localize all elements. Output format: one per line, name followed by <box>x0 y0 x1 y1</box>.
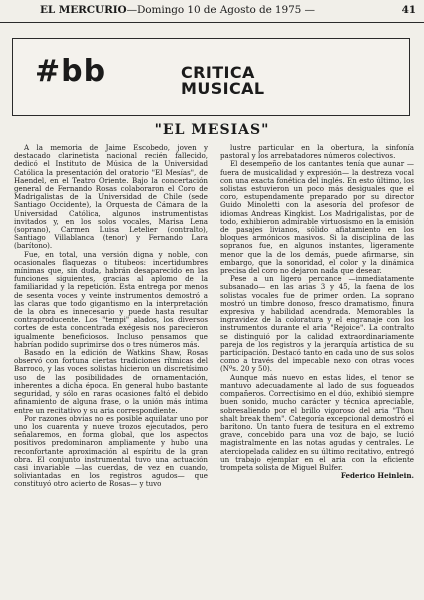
article-column-left <box>14 144 208 600</box>
section-title-line2: MUSICAL <box>181 79 265 98</box>
paragraph: Pese a un ligero percance —inmediatamente subsanado— en las arias 3 y 45, la faena de los solistas vocales fue de primer orden. La soprano mostró un timbre donoso, fresco dramatismo, finura expresiva y habilidad acendrada. Memorables la ingravidez de la coloratura y el engranaje con los instrumentos durante el aria "Rejoice". La contralto se distinguió por la calidad extraordinariamente pareja de los registros y la jerarquía artística de su participación. Destacó tanto en cada uno de sus solos como a través del impecable nexo con otras voces (Nºs. 20 y 50). <box>220 274 414 374</box>
masthead-line <box>40 4 416 16</box>
paragraph: Por razones obvias no es posible aquilatar uno por uno los cuarenta y nueve trozos ejecutados, pero señalaremos, en forma global, que los aspectos positivos predominaron ampliamente y hubo una reconfortante aproximación al espíritu de la gran obra. El conjunto instrumental tuvo una actuación casi invariable —las cuerdas, de vez en cuando, soliviantadas en los registros agudos— que constituyó otro acierto de Rosas— y tuvo <box>14 413 208 489</box>
masthead <box>0 0 424 23</box>
paragraph: Fue, en total, una versión digna y noble, con ocasionales flaquezas o titubeos: incertidumbres mínimas que, sin duda, habrán desaparecido en las funciones siguientes, gracias al aplomo de la familiaridad y la repetición. Esta entrega por menos de sesenta voces y veinte instrumentos demostró a las claras que todo gigantismo en la interpretación de la obra es innecesario y puede hasta resultar contraproducente. Los "tempi" alados, los diversos cortes de esta concentrada exégesis nos parecieron igualmente beneficiosos. Incluso pensamos que habrían podido suprimirse dos o tres números más. <box>14 249 208 349</box>
author-signature: Federico Heinlein. <box>340 471 414 481</box>
newspaper-name: EL MERCURIO <box>40 4 127 16</box>
paragraph: El desempeño de los cantantes tenía que aunar —fuera de musicalidad y expresión— la destreza vocal con una exacta fonética del inglés. En esto último, los solistas estuvieron un poco más desiguales que el coro, estupendamente preparado por su director Guido Minoletti con la asesoría del profesor de idiomas Andreas Kingkist. Los Madrigalistas, por de todo, exhibieron admirable virtuosismo en la emisión de pasajes livianos, sólido afiatamiento en los bloques armónicos masivos. Si la disciplina de las sopranos fue, en algunos instantes, ligeramente menor que la de los demás, puede afirmarse, sin embargo, que la sonoridad, el color y la dinámica precisa del coro no dejaron nada que desear. <box>220 159 414 276</box>
article-title: "EL MESIAS" <box>154 122 270 138</box>
issue-date: —Domingo 10 de Agosto de 1975 — <box>126 4 315 16</box>
section-title <box>181 65 265 97</box>
paragraph: Aunque más nuevo en estas lides, el tenor se mantuvo adecuadamente al lado de sus fogueados compañeros. Correctísimo en el dúo, exhibió siempre buen sonido, mucho carácter y técnica apreciable, sobresaliendo por el brillo vigoroso del aria "Thou shalt break them". Categoría excepcional demostró el barítono. Un tanto fuera de tesitura en el extremo grave, concebido para una voz de bajo, se lució magistralmente en las notas agudas y centrales. Le aterciopelada calidez en su último recitativo, entregó un trabajo ejemplar en el aria con la eficiente trompeta solista de Miguel Bulfer. <box>220 372 414 472</box>
section-header-box <box>12 38 410 116</box>
article-column-right <box>220 144 414 600</box>
section-title-line1: CRITICA <box>181 63 255 82</box>
article-body <box>14 144 414 600</box>
paragraph: lustre particular en la obertura, la sinfonía pastoral y los arrebatadores números colectivos. <box>220 144 414 161</box>
page-number: 41 <box>401 4 416 16</box>
section-logo: #bb <box>35 54 107 89</box>
paragraph: Basado en la edición de Watkins Shaw, Rosas observó con fortuna ciertas tradiciones rítmicas del Barroco, y las voces solistas hicieron un discretísimo uso de las posibilidades de ornamentación, inherentes a dicha época. En general hubo bastante seguridad, y sólo en raras ocasiones faltó el debido afinamiento de alguna frase, o la unión más íntima entre un recitativo y su aria correspondiente. <box>14 348 208 415</box>
paragraph: A la memoria de Jaime Escobedo, joven y destacado clarinetista nacional recién fallecido, dedicó el Instituto de Música de la Universidad Católica la presentación del oratorio "El Mesías", de Haendel, en el Teatro Oriente. Bajo la concertación general de Fernando Rosas colaboraron el Coro de Madrigalistas de la Universidad de Chile (sede Santiago Occidente), la Orquesta de Cámara de la Universidad Católica, algunos instrumentistas invitados y, en los solos vocales, Marisa Lena (soprano), Carmen Luisa Letelier (contralto), Santiago Villablanca (tenor) y Fernando Lara (barítono). <box>14 144 208 251</box>
